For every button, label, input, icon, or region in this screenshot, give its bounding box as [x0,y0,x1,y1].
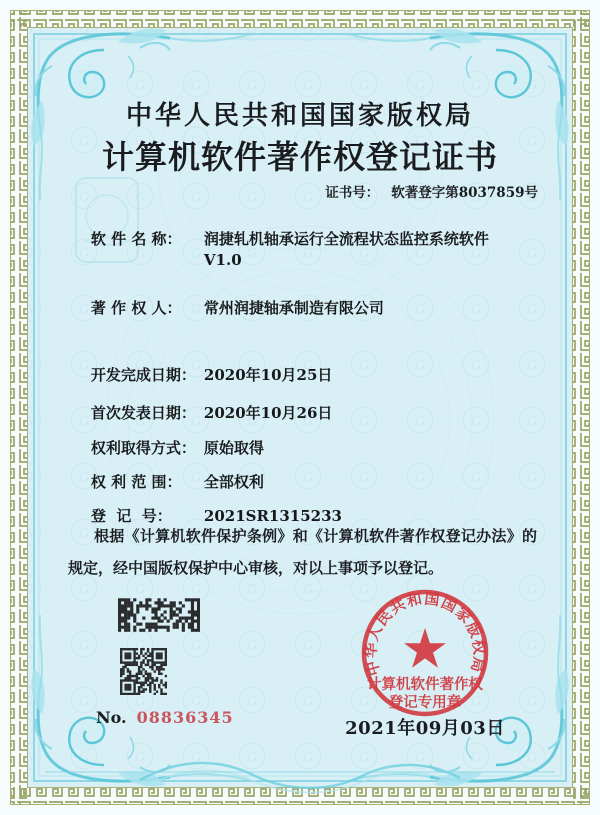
certificate-title: 计算机软件著作权登记证书 [101,138,498,176]
certificate-number-label: 证书号： [325,185,380,201]
field-label: 登 记 号： [90,507,172,525]
2d-barcode [118,598,200,632]
field-label: 首次发表日期： [90,404,196,422]
field-copyright-owner [70,279,384,336]
field-value: 全部权利 [203,473,264,491]
field-label: 权利取得方式： [90,439,196,457]
serial-number-line [96,708,234,727]
field-value: 原始取得 [203,439,264,457]
field-value: 润捷轧机轴承运行全流程状态监控系统软件 [203,230,489,248]
certificate-number-line [325,181,538,201]
field-label: 开发完成日期： [90,366,196,384]
red-star-icon [404,628,446,668]
field-value-line2: V1.0 [203,251,242,269]
official-red-seal [345,573,505,733]
seal-ring-text: 中华人民共和国国家版权局 [361,589,489,678]
field-value: 常州润捷轴承制造有限公司 [203,299,384,317]
qr-code [120,648,167,695]
seal-line2: 登记专用章 [388,694,462,711]
serial-label: No. [96,708,127,727]
field-value: 2021SR1315233 [203,507,342,525]
field-label: 权 利 范 围： [90,473,182,491]
field-value: 2020年10月26日 [203,404,333,422]
field-label: 软 件 名 称： [90,230,182,248]
issuing-authority: 中华人民共和国国家版权局 [125,101,474,131]
field-value: 2020年10月25日 [203,366,333,384]
certificate-number-value: 软著登字第8037859号 [391,185,538,201]
issue-date: 2021年09月03日 [345,718,505,739]
seal-line1: 计算机软件著作权 [367,676,483,693]
field-software-name [70,210,489,267]
serial-number-value: 08836345 [136,708,234,727]
registration-statement: 根据《计算机软件保护条例》和《计算机软件著作权登记办法》的规定，经中国版权保护中心审核，对以上事项予以登记。 [68,527,537,577]
field-label: 著 作 权 人： [90,299,182,317]
